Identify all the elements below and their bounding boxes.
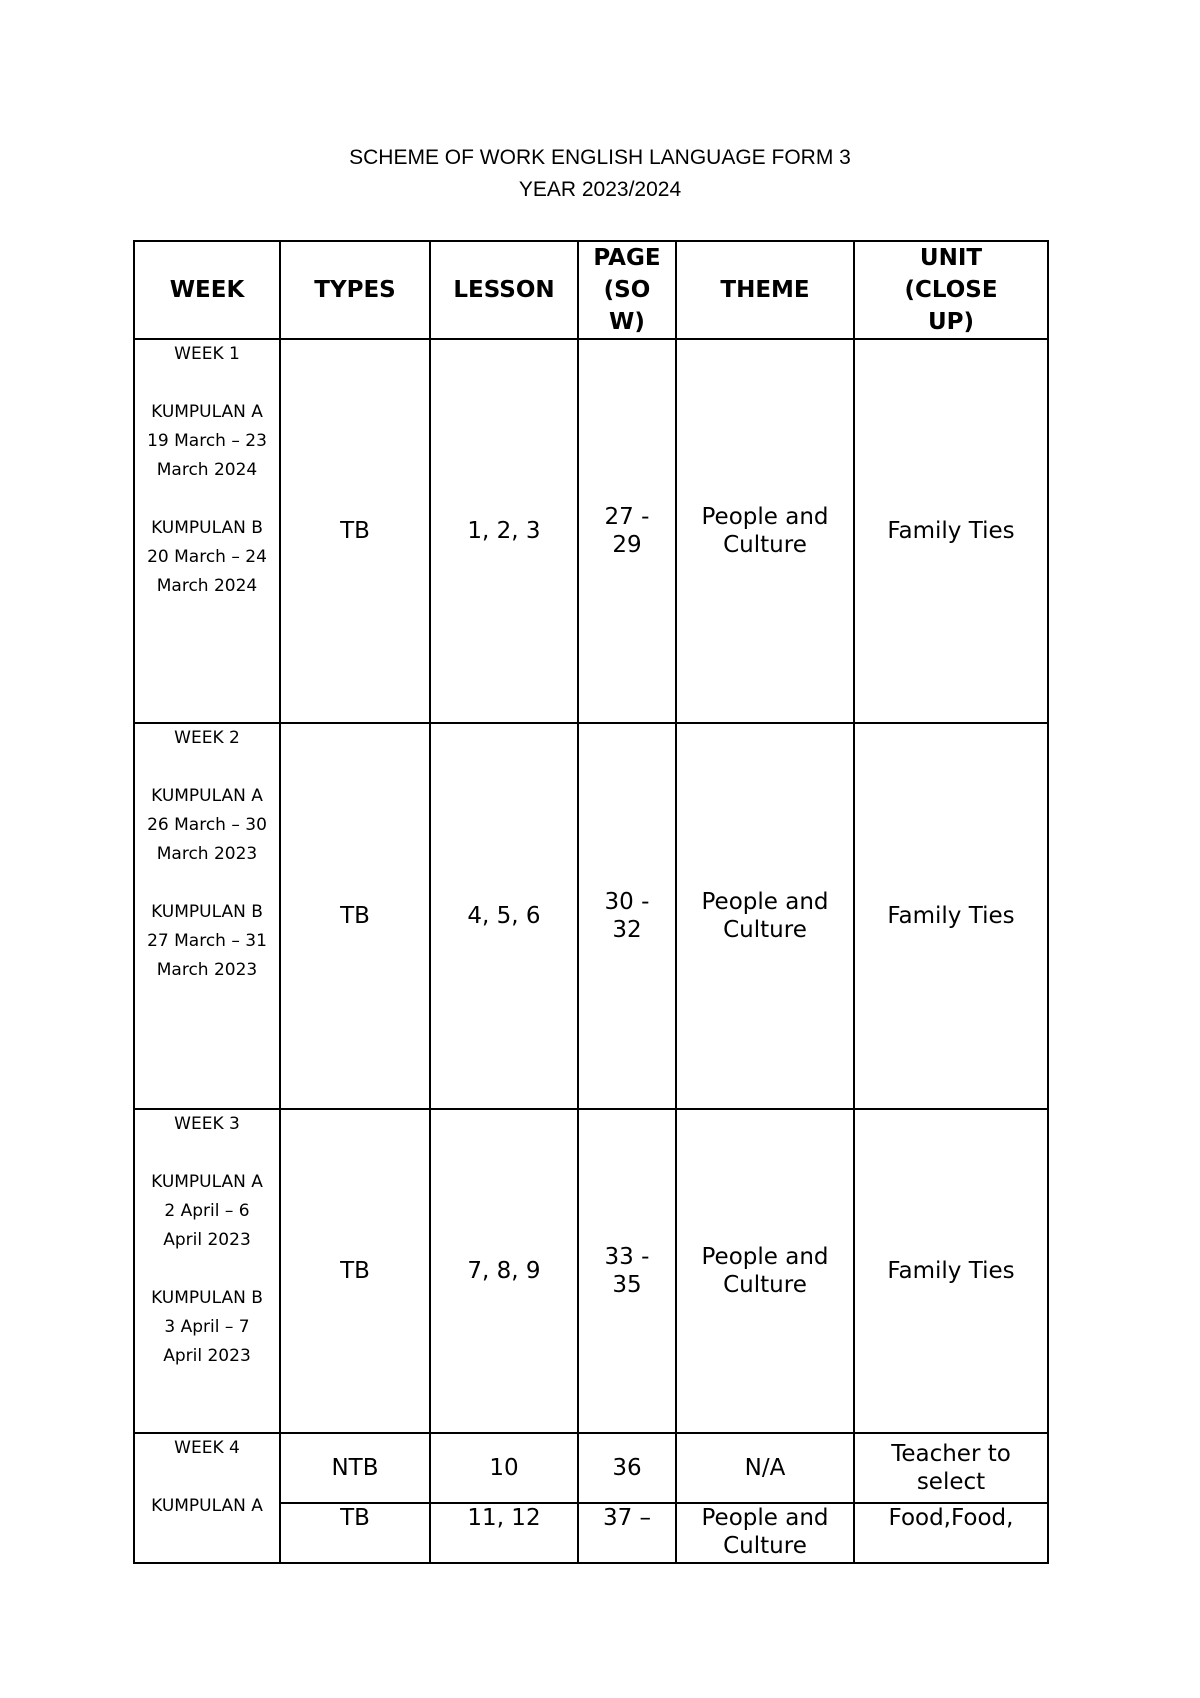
type-cell: TB: [280, 723, 430, 1109]
header-lesson: LESSON: [430, 241, 578, 339]
header-types: TYPES: [280, 241, 430, 339]
week-cell: [134, 1109, 280, 1433]
unit-cell: Family Ties: [854, 723, 1048, 1109]
scheme-table: [133, 240, 1049, 1564]
document-subtitle: YEAR 2023/2024: [518, 178, 682, 201]
group-a-dates: 2 April – 6 April 2023: [163, 1201, 251, 1250]
type-cell: TB: [280, 1109, 430, 1433]
group-b-label: KUMPULAN B: [151, 902, 263, 922]
table-row: [134, 723, 1048, 1109]
document-title: SCHEME OF WORK ENGLISH LANGUAGE FORM 3: [349, 146, 851, 169]
week-label: WEEK 4: [174, 1438, 240, 1458]
header-theme: THEME: [676, 241, 854, 339]
type-cell: NTB: [280, 1433, 430, 1503]
page-cell: 30 - 32: [578, 723, 676, 1109]
page-cell: 36: [578, 1433, 676, 1503]
lesson-cell: 10: [430, 1433, 578, 1503]
theme-cell: People and Culture: [676, 1503, 854, 1563]
type-cell: TB: [280, 1503, 430, 1563]
week-cell: [134, 723, 280, 1109]
page-cell: 37 –: [578, 1503, 676, 1563]
week-cell: [134, 1433, 280, 1563]
week-label: WEEK 2: [174, 728, 240, 748]
lesson-cell: 7, 8, 9: [430, 1109, 578, 1433]
table-row: [134, 1433, 1048, 1503]
theme-cell: People and Culture: [676, 1109, 854, 1433]
week-label: WEEK 3: [174, 1114, 240, 1134]
group-a-dates: 26 March – 30 March 2023: [147, 815, 267, 864]
table-row: [134, 1109, 1048, 1433]
header-page: PAGE (SO W): [578, 241, 676, 339]
page-cell: 33 - 35: [578, 1109, 676, 1433]
group-b-dates: 27 March – 31 March 2023: [147, 931, 267, 980]
group-a-label: KUMPULAN A: [151, 402, 263, 422]
lesson-cell: 1, 2, 3: [430, 339, 578, 723]
group-a-dates: 19 March – 23 March 2024: [147, 431, 267, 480]
unit-cell: Family Ties: [854, 339, 1048, 723]
unit-cell: Teacher to select: [854, 1433, 1048, 1503]
theme-cell: People and Culture: [676, 723, 854, 1109]
type-cell: TB: [280, 339, 430, 723]
week-label: WEEK 1: [174, 344, 240, 364]
group-a-label: KUMPULAN A: [151, 1496, 263, 1516]
theme-cell: People and Culture: [676, 339, 854, 723]
header-unit: UNIT (CLOSE UP): [854, 241, 1048, 339]
group-b-label: KUMPULAN B: [151, 518, 263, 538]
lesson-cell: 11, 12: [430, 1503, 578, 1563]
unit-cell: Family Ties: [854, 1109, 1048, 1433]
header-row: [134, 241, 1048, 339]
group-b-dates: 20 March – 24 March 2024: [147, 547, 267, 596]
unit-cell: Food,Food,: [854, 1503, 1048, 1563]
theme-cell: N/A: [676, 1433, 854, 1503]
page-cell: 27 - 29: [578, 339, 676, 723]
group-a-label: KUMPULAN A: [151, 786, 263, 806]
table-row: [134, 339, 1048, 723]
week-cell: [134, 339, 280, 723]
group-b-label: KUMPULAN B: [151, 1288, 263, 1308]
header-week: WEEK: [134, 241, 280, 339]
group-a-label: KUMPULAN A: [151, 1172, 263, 1192]
group-b-dates: 3 April – 7 April 2023: [163, 1317, 251, 1366]
lesson-cell: 4, 5, 6: [430, 723, 578, 1109]
